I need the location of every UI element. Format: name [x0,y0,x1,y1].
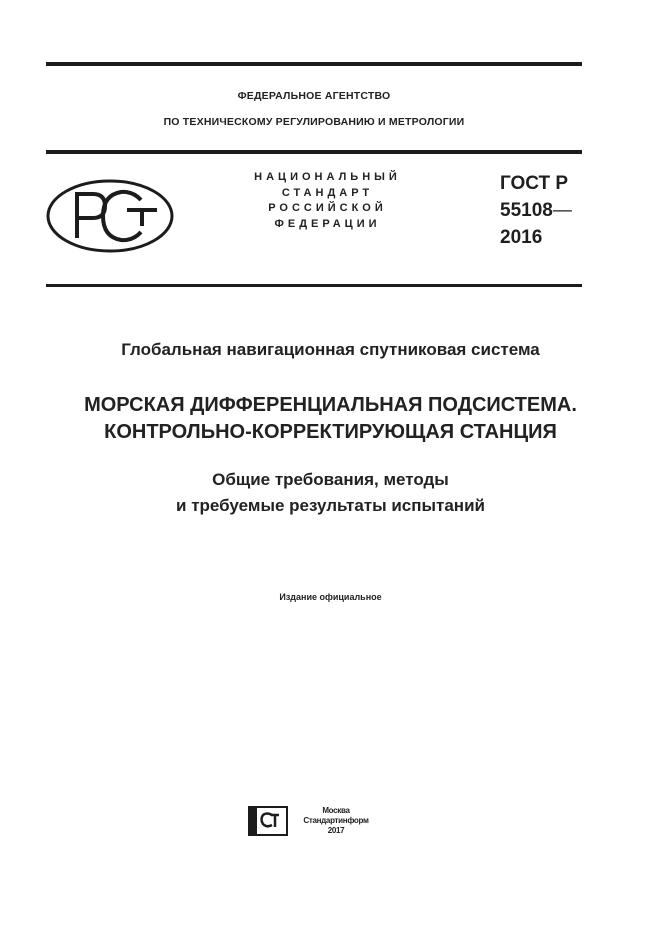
document-title-line2: КОНТРОЛЬНО-КОРРЕКТИРУЮЩАЯ СТАНЦИЯ [104,421,557,443]
rst-logo-icon [45,178,175,254]
standard-code-number-line [500,197,572,224]
agency-name-line2: ПО ТЕХНИЧЕСКОМУ РЕГУЛИРОВАНИЮ И МЕТРОЛОГИИ [163,116,465,128]
document-title [0,392,661,446]
standartinform-logo-icon [248,806,288,836]
standard-type-line4: ФЕДЕРАЦИИ [274,217,381,230]
standard-code [500,170,572,251]
middle-rule [46,150,582,154]
document-subtitle-line1: Общие требования, методы [212,470,449,489]
standard-type-line2: СТАНДАРТ [281,186,374,199]
standard-code-prefix: ГОСТ Р [500,173,569,194]
standard-code-dash: — [552,200,572,221]
standard-type-line1: НАЦИОНАЛЬНЫЙ [254,171,401,183]
document-subtitle [0,467,661,519]
standard-type [230,170,425,232]
document-subject: Глобальная навигационная спутниковая система [121,340,540,359]
publisher-city: Москва [322,806,350,815]
standard-code-number: 55108 [500,200,553,221]
publisher-name: Стандартинформ [303,816,369,825]
publisher-info [296,806,376,836]
agency-name-line1: ФЕДЕРАЛЬНОЕ АГЕНТСТВО [237,90,391,102]
publisher-year: 2017 [327,826,345,835]
standard-type-line3: РОССИЙСКОЙ [268,202,387,214]
standard-code-year: 2016 [500,227,543,248]
document-subtitle-line2: и требуемые результаты испытаний [176,496,485,515]
top-rule [46,62,582,66]
edition-note: Издание официальное [279,592,382,602]
document-title-line1: МОРСКАЯ ДИФФЕРЕНЦИАЛЬНАЯ ПОДСИСТЕМА. [84,394,577,416]
bottom-rule [46,284,582,287]
